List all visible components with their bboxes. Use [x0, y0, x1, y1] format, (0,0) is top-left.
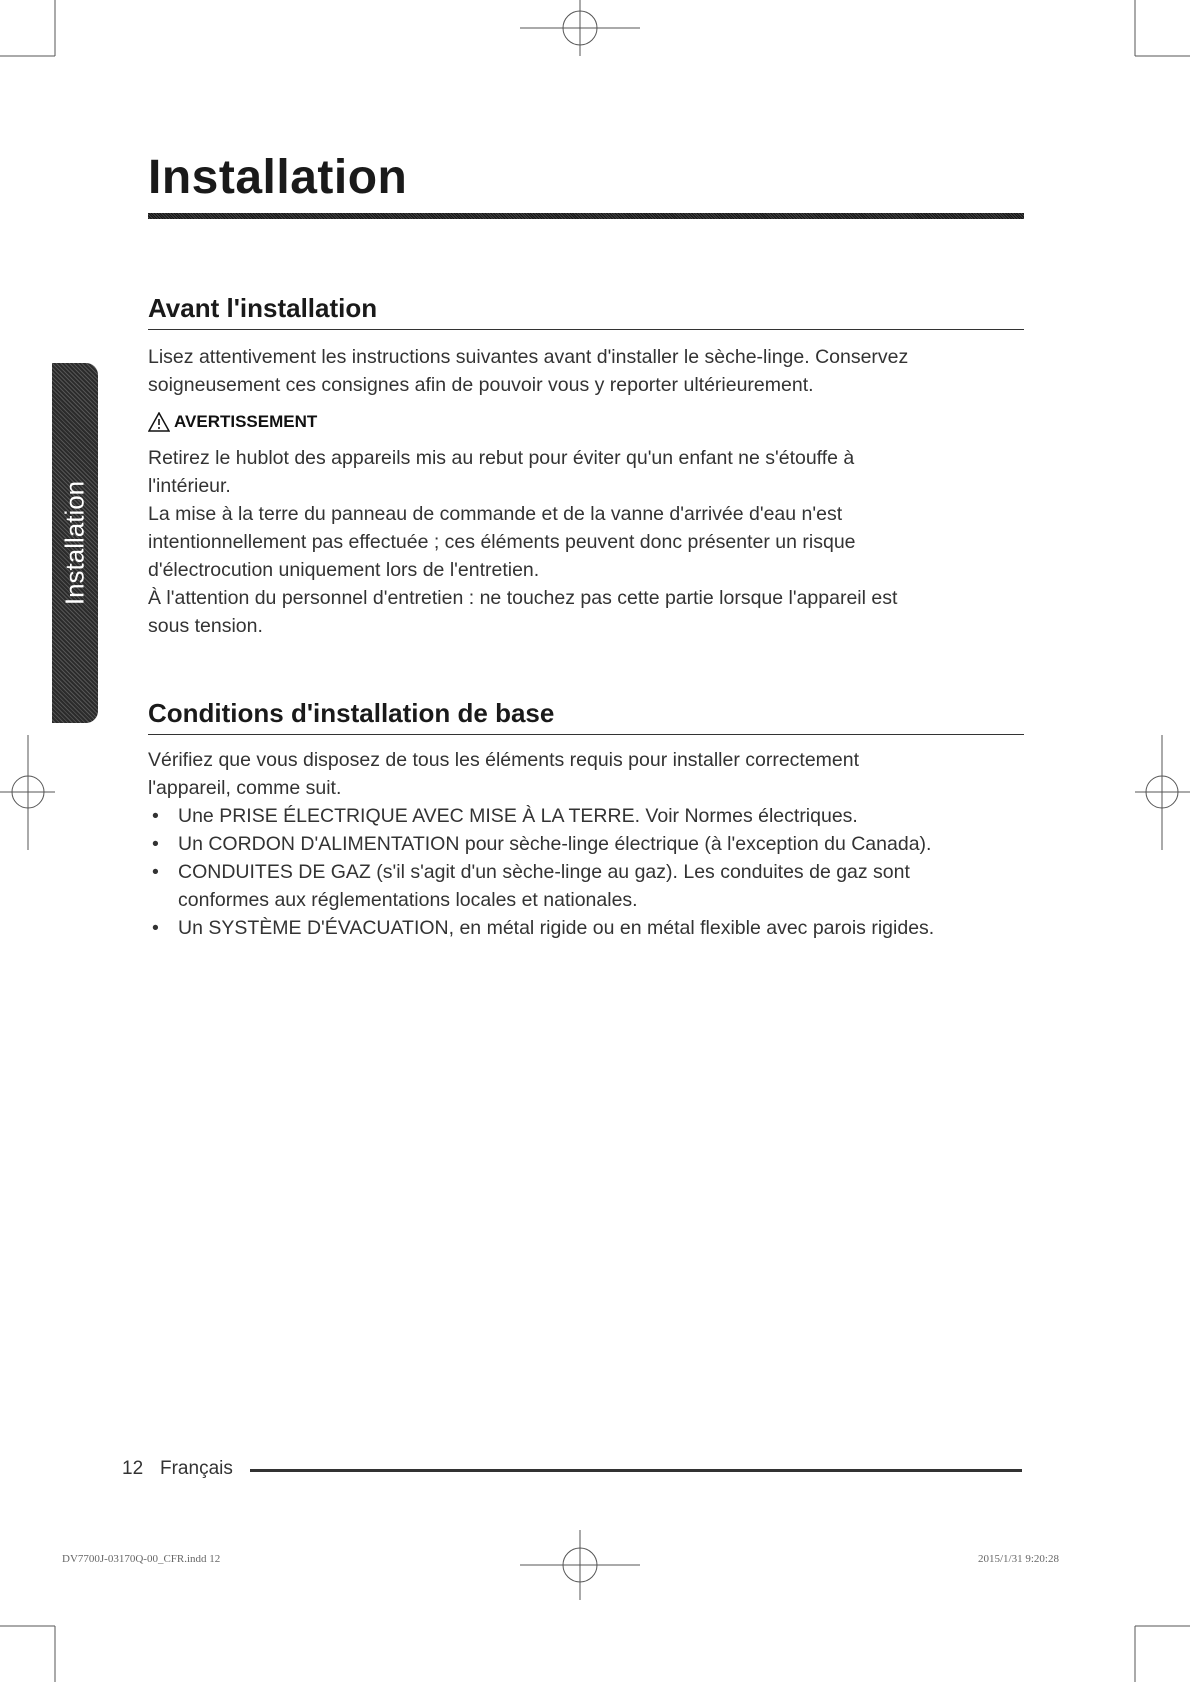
section-title-conditions: Conditions d'installation de base	[148, 698, 555, 728]
footer-language: Français	[160, 1458, 233, 1479]
text-line: d'électrocution uniquement lors de l'entretien.	[148, 559, 540, 581]
list-item	[148, 802, 1018, 830]
bullet: •	[152, 805, 159, 827]
text-line: Lisez attentivement les instructions suivantes avant d'installer le sèche-linge. Conservez	[148, 346, 909, 368]
registration-mark-bottom	[520, 1530, 640, 1600]
print-file-info: DV7700J-03170Q-00_CFR.indd 12	[62, 1553, 221, 1565]
section-rule	[148, 734, 1024, 735]
page-number: 12	[122, 1458, 144, 1479]
list-item-text: Un SYSTÈME D'ÉVACUATION, en métal rigide ou en métal flexible avec parois rigides.	[178, 917, 935, 939]
text-line: Retirez le hublot des appareils mis au rebut pour éviter qu'un enfant ne s'étouffe à	[148, 447, 855, 469]
text-line: l'appareil, comme suit.	[148, 777, 342, 799]
text-line: sous tension.	[148, 615, 263, 637]
bullet: •	[152, 833, 159, 855]
section-rule	[148, 329, 1024, 330]
list-item	[148, 858, 1018, 914]
list-item	[148, 830, 1018, 858]
text-line: intentionnellement pas effectuée ; ces éléments peuvent donc présenter un risque	[148, 531, 856, 553]
list-item-text: CONDUITES DE GAZ (s'il s'agit d'un sèche-linge au gaz). Les conduites de gaz sont	[178, 861, 910, 883]
warning-label: AVERTISSEMENT	[174, 412, 318, 431]
side-tab	[52, 363, 98, 723]
section-title-avant: Avant l'installation	[148, 293, 378, 323]
requirements-list	[148, 802, 1018, 942]
section1-intro	[148, 343, 1018, 399]
list-item-text: Une PRISE ÉLECTRIQUE AVEC MISE À LA TERRE. Voir Normes électriques.	[178, 805, 858, 827]
registration-mark-right	[1135, 735, 1190, 850]
registration-mark-top	[520, 0, 640, 56]
side-tab-label: Installation	[59, 480, 90, 606]
text-line: Vérifiez que vous disposez de tous les éléments requis pour installer correctement	[148, 749, 860, 771]
warning-triangle-icon	[148, 412, 170, 432]
section2-intro	[148, 746, 1018, 802]
text-line: l'intérieur.	[148, 475, 231, 497]
bullet: •	[152, 917, 159, 939]
page-title: Installation	[148, 151, 408, 204]
warning-text	[148, 444, 1018, 640]
title-underline	[148, 213, 1024, 219]
list-item-text: Un CORDON D'ALIMENTATION pour sèche-linge électrique (à l'exception du Canada).	[178, 833, 932, 855]
text-line: À l'attention du personnel d'entretien : ne touchez pas cette partie lorsque l'appareil est	[148, 587, 898, 609]
print-date-info: 2015/1/31 9:20:28	[978, 1553, 1059, 1565]
warning-heading	[148, 412, 317, 432]
text-line: La mise à la terre du panneau de commande et de la vanne d'arrivée d'eau n'est	[148, 503, 843, 525]
bullet: •	[152, 861, 159, 883]
list-item	[148, 914, 1018, 942]
registration-mark-left	[0, 735, 55, 850]
text-line: soigneusement ces consignes afin de pouvoir vous y reporter ultérieurement.	[148, 374, 814, 396]
list-item-text: conformes aux réglementations locales et nationales.	[178, 889, 638, 911]
footer-rule	[250, 1469, 1022, 1472]
